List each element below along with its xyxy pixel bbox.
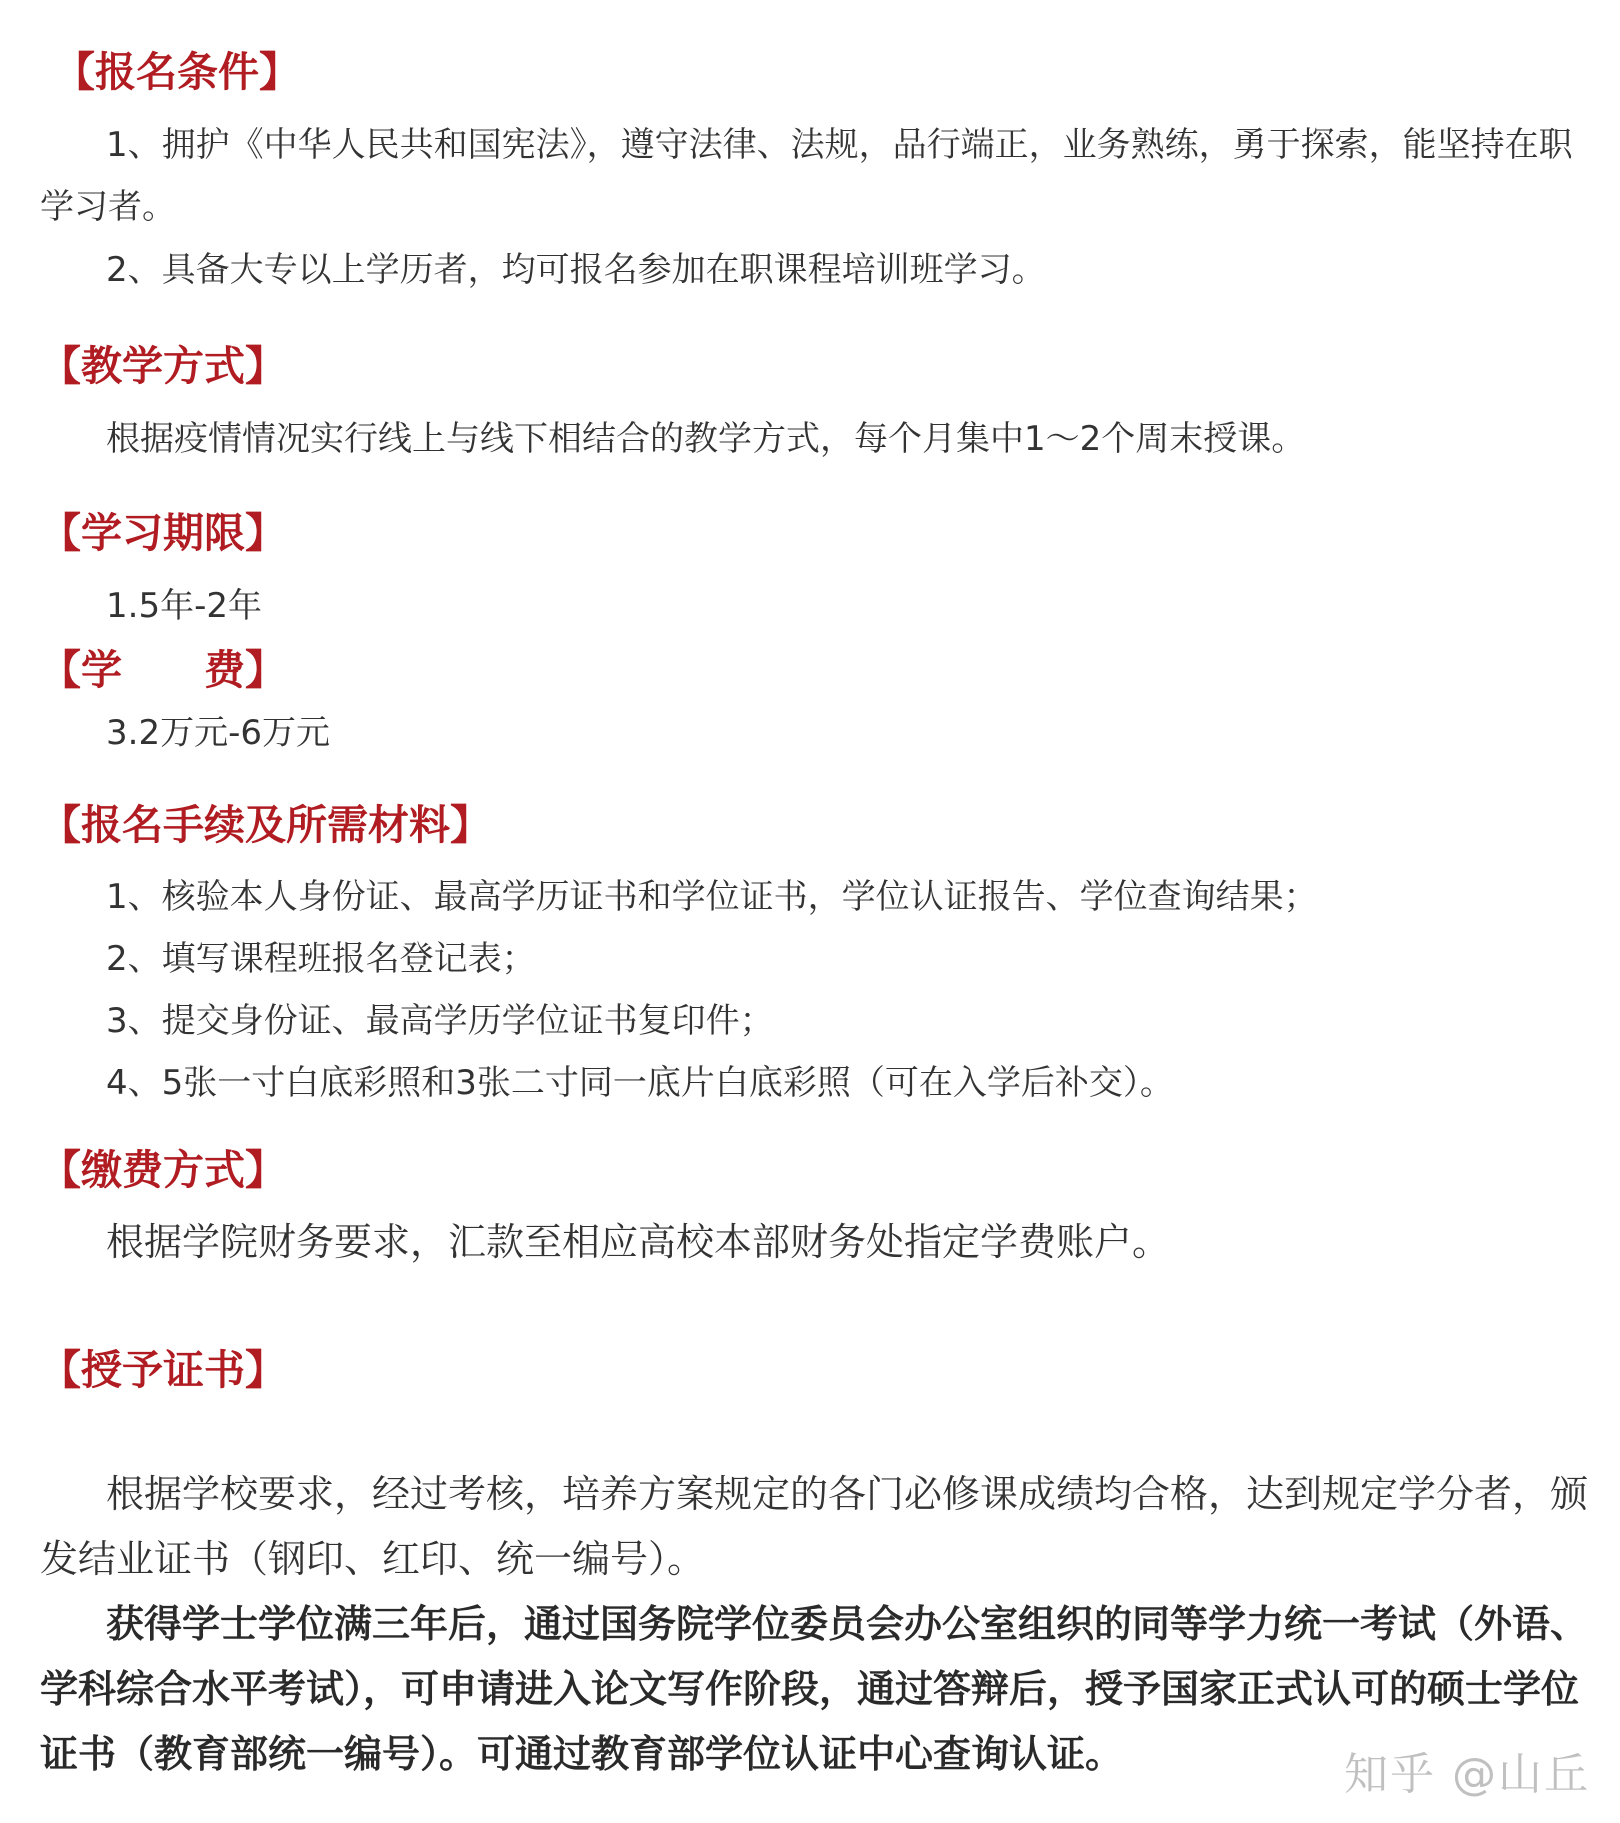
procedures-item-2: 2、填写课程班报名登记表； (106, 939, 536, 979)
tuition-paragraph: 3.2万元-6万元 (106, 713, 330, 753)
teaching-paragraph: 根据疫情情况实行线上与线下相结合的教学方式，每个月集中1～2个周末授课。 (106, 419, 1306, 459)
procedures-item-1: 1、核验本人身份证、最高学历证书和学位证书，学位认证报告、学位查询结果； (106, 877, 1318, 917)
section-heading-teaching: 【教学方式】 (40, 342, 286, 390)
procedures-item-4: 4、5张一寸白底彩照和3张二寸同一底片白底彩照（可在入学后补交）。 (106, 1063, 1174, 1103)
section-heading-duration: 【学习期限】 (40, 509, 286, 557)
section-heading-requirements: 【报名条件】 (54, 48, 300, 96)
section-heading-procedures: 【报名手续及所需材料】 (40, 801, 491, 849)
certificate-paragraph-1: 根据学校要求，经过考核，培养方案规定的各门必修课成绩均合格，达到规定学分者，颁发结业证书（钢印、红印、统一编号）。 (40, 1472, 1589, 1581)
payment-paragraph: 根据学院财务要求，汇款至相应高校本部财务处指定学费账户。 (106, 1220, 1171, 1264)
section-heading-tuition: 【学 费】 (40, 646, 286, 694)
section-heading-certificate: 【授予证书】 (40, 1346, 286, 1394)
requirements-paragraph-1: 1、拥护《中华人民共和国宪法》，遵守法律、法规，品行端正，业务熟练，勇于探索，能坚持在职学习者。 (40, 125, 1573, 227)
duration-paragraph: 1.5年-2年 (106, 586, 262, 626)
requirements-paragraph-2: 2、具备大专以上学历者，均可报名参加在职课程培训班学习。 (106, 250, 1046, 290)
section-heading-payment: 【缴费方式】 (40, 1146, 286, 1194)
procedures-item-3: 3、提交身份证、最高学历学位证书复印件； (106, 1001, 774, 1041)
certificate-paragraph-2: 获得学士学位满三年后，通过国务院学位委员会办公室组织的同等学力统一考试（外语、学科综合水平考试），可申请进入论文写作阶段，通过答辩后，授予国家正式认可的硕士学位证书（教育部统一编号）。可通过教育部学位认证中心查询认证。 (40, 1602, 1588, 1776)
zhihu-watermark: 知乎 @山丘 (1344, 1749, 1590, 1800)
